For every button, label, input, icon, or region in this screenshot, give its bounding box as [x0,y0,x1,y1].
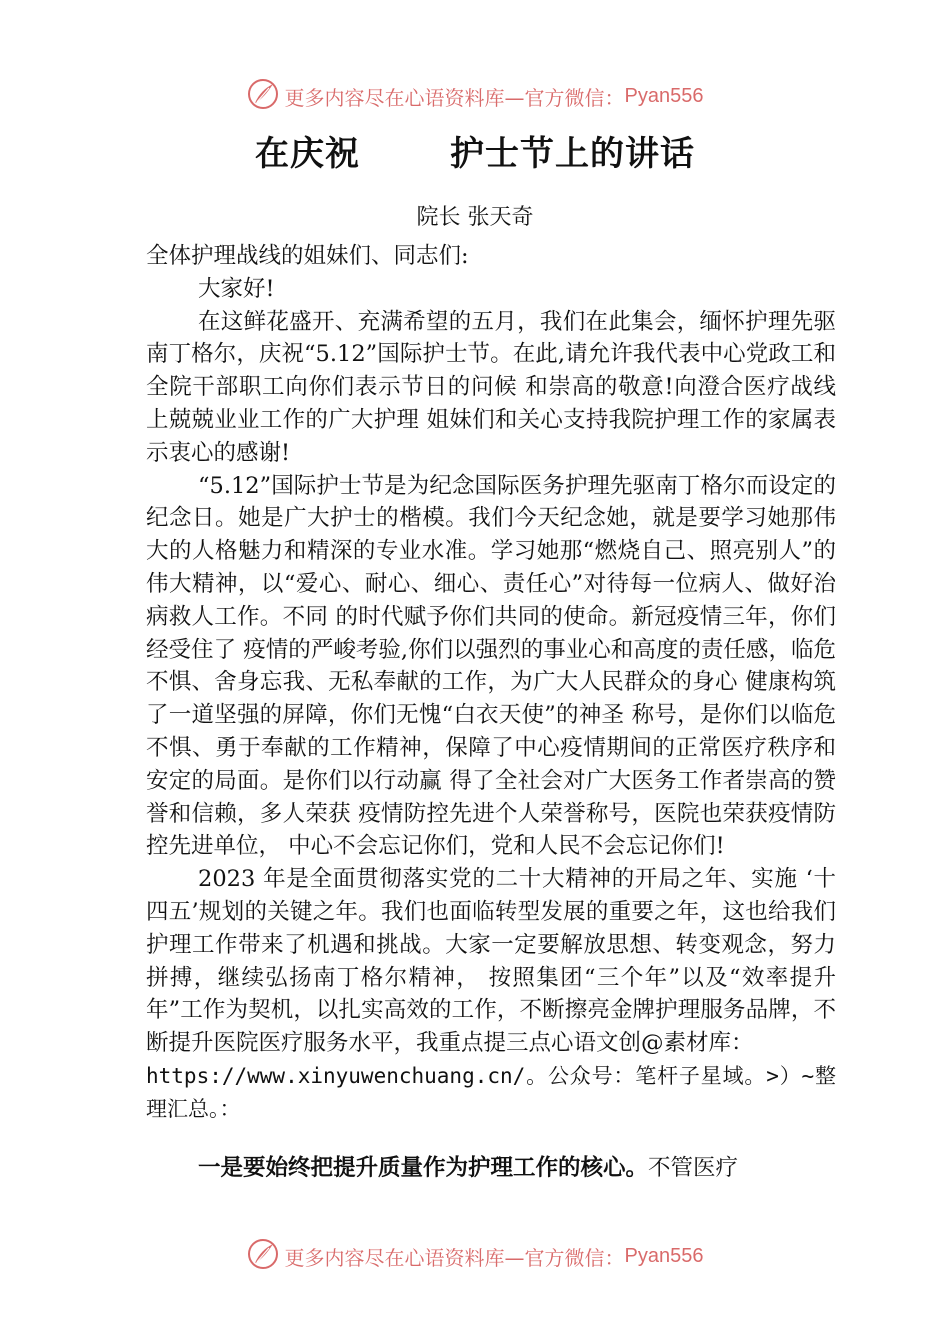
watermark-contact: Pyan556 [624,1245,704,1267]
paragraph-3: 2023 年是全面贯彻落实党的二十大精神的开局之年、实施 ‘十四五’规划的关键之年。我们也面临转型发展的重要之年，这也给我们护理工作带来了机遇和挑战。大家一定要解放思想、转变观念，努力拼搏，继续弘扬南丁格尔精神， 按照集团“三个年”以及“效率提升年”工作为契机，以扎实高效的工作，不断擦亮金牌护理服务品牌，不断提升医院医疗服务水平，我重点提三点心语文创@素材库： [146,866,836,1057]
watermark-footer [0,1238,950,1275]
document-title [0,126,950,175]
author-line: 院长 张天奇 [416,205,534,230]
paragraph-2: “5.12”国际护士节是为纪念国际医务护理先驱南丁格尔而设定的纪念日。她是广大护士的楷模。我们今天纪念她，就是要学习她那伟大的人格魅力和精深的专业水准。学习她那“燃烧自己、照亮别人”的伟大精神，以“爱心、耐心、细心、责任心”对待每一位病人、做好治病救人工作。不同 的时代赋予你们共同的使命。新冠疫情三年，你们经受住了 疫情的严峻考验,你们以强烈的事业心和高度的责任感，临危 不惧、舍身忘我、无私奉献的工作，为广大人民群众的身心 健康构筑了一道坚强的屏障，你们无愧“白衣天使”的神圣 称号，是你们以临危不惧、勇于奉献的工作精神，保障了中心疫情期间的正常医疗秩序和安定的局面。是你们以行动赢 得了全社会对广大医务工作者崇高的赞誉和信赖，多人荣获 疫情防控先进个人荣誉称号，医院也荣获疫情防控先进单位， 中心不会忘记你们，党和人民不会忘记你们! [146,472,836,860]
salutation: 大家好! [198,275,275,302]
greeting: 全体护理战线的姐妹们、同志们: [146,243,469,269]
speech-body [146,240,836,1184]
watermark-text: 更多内容尽在心语资料库—官方微信： [284,1246,625,1270]
feather-logo-icon [247,78,279,115]
feather-logo-icon [247,1238,279,1275]
title-part-2: 护士节上的讲话 [450,134,695,174]
point-one-heading: 一是要始终把提升质量作为护理工作的核心。 [198,1154,649,1181]
watermark-text: 更多内容尽在心语资料库—官方微信： [284,86,625,110]
point-one-text: 不管医疗 [648,1154,739,1181]
title-part-1: 在庆祝 [255,134,360,174]
paragraph-4 [146,1152,836,1185]
watermark-header [0,78,950,115]
paragraph-1: 在这鲜花盛开、充满希望的五月，我们在此集会，缅怀护理先驱南丁格尔，庆祝“5.12”国际护士节。在此,请允许我代表中心党政工和全院干部职工向你们表示节日的问候 和崇高的敬意!向澄合医疗战线上兢兢业业工作的广大护理 姐妹们和关心支持我院护理工作的家属表示衷心的感谢! [146,308,836,466]
watermark-contact: Pyan556 [624,85,704,107]
source-url-line: https://www.xinyuwenchuang.cn/。公众号：笔杆子星域。>）~整理汇总。： [146,1063,836,1121]
